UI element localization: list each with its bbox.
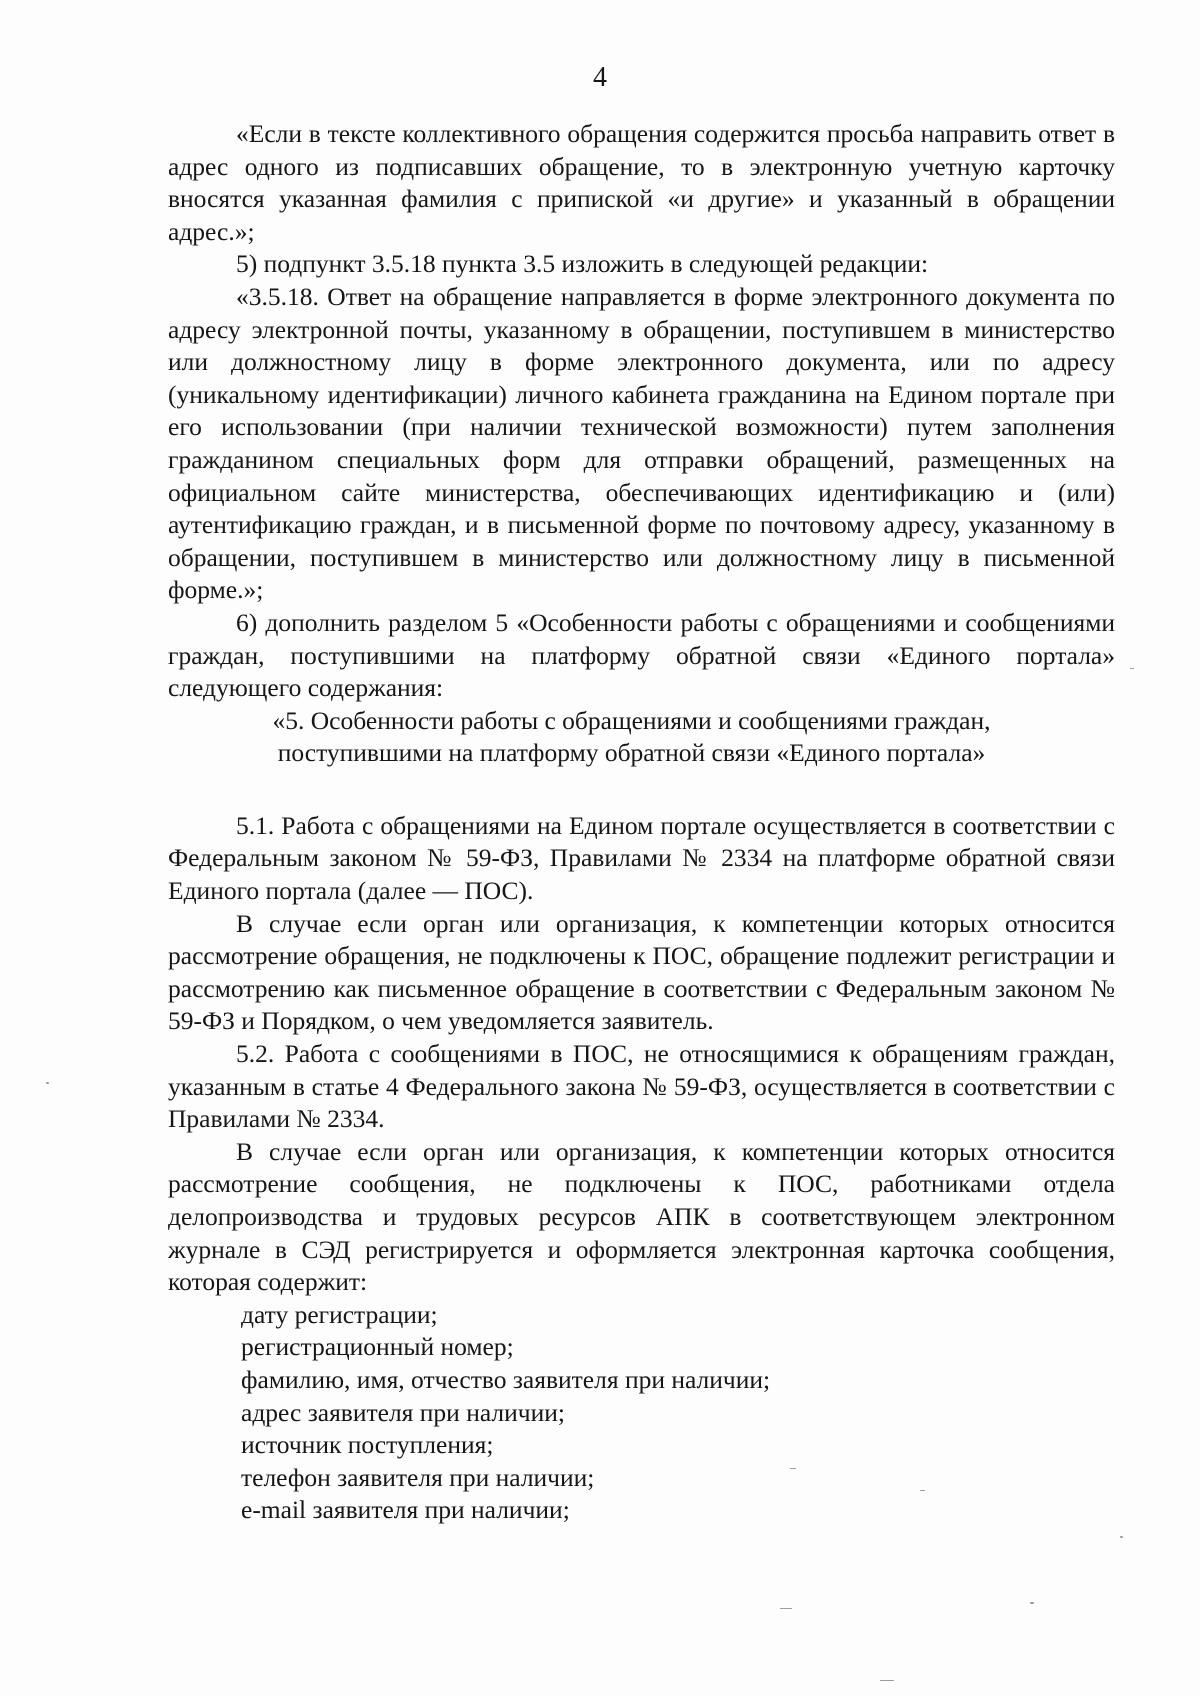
paragraph-not-connected-appeal: В случае если орган или организация, к компетенции которых относится рассмотрение обращения, не подключены к ПОС, обращение подлежит регистрации и рассмотрению как письменное обращение в соответствии с Федеральным законом № 59-ФЗ и Порядком, о чем уведомляется заявитель. <box>168 908 1115 1036</box>
document-body <box>168 118 1115 1527</box>
scan-speck <box>880 1680 894 1681</box>
paragraph-collective-appeal: «Если в тексте коллективного обращения содержится просьба направить ответ в адрес одного из подписавших обращение, то в электронную учетную карточку вносятся указанная фамилия с припиской «и другие» и указанный в обращении адрес.»; <box>168 119 1115 246</box>
paragraph-5-2: 5.2. Работа с сообщениями в ПОС, не относящимися к обращениям граждан, указанным в статье 4 Федерального закона № 59-ФЗ, осуществляется в соответствии с Правилами № 2334. <box>168 1039 1115 1134</box>
list-item: дату регистрации; <box>241 1299 438 1329</box>
scan-speck <box>920 1490 925 1491</box>
paragraph-subitem-5: 5) подпункт 3.5.18 пункта 3.5 изложить в следующей редакции: <box>236 249 929 279</box>
scan-speck <box>790 1468 796 1469</box>
paragraph-5-1: 5.1. Работа с обращениями на Едином портале осуществляется в соответствии с Федеральным законом № 59-ФЗ, Правилами № 2334 на платформе обратной связи Единого портала (далее — ПОС). <box>168 810 1115 906</box>
list-item: регистрационный номер; <box>241 1332 514 1362</box>
section-heading-line-1: «5. Особенности работы с обращениями и сообщениями граждан, <box>272 705 991 735</box>
scan-speck <box>1120 1536 1123 1538</box>
card-fields-list <box>168 1299 1115 1527</box>
scan-speck <box>1030 1602 1034 1604</box>
list-item: фамилию, имя, отчество заявителя при наличии; <box>241 1364 771 1394</box>
paragraph-subitem-6: 6) дополнить разделом 5 «Особенности работы с обращениями и сообщениями граждан, поступившими на платформу обратной связи «Единого портала» следующего содержания: <box>168 607 1115 703</box>
page-number: 4 <box>593 62 607 93</box>
section-heading-line-2: поступившими на платформу обратной связи «Единого портала» <box>277 738 986 768</box>
paragraph-not-connected-message: В случае если орган или организация, к компетенции которых относится рассмотрение сообщения, не подключены к ПОС, работниками отдела делопроизводства и трудовых ресурсов АПК в соответствующем электронном журнале в СЭД регистрируется и оформляется электронная карточка сообщения, которая содержит: <box>168 1136 1115 1297</box>
list-item: адрес заявителя при наличии; <box>241 1397 565 1427</box>
scan-speck <box>1130 668 1134 669</box>
list-item: телефон заявителя при наличии; <box>241 1462 595 1492</box>
list-item: источник поступления; <box>241 1430 494 1460</box>
spacer <box>168 770 1115 810</box>
scan-speck <box>780 1608 792 1609</box>
scan-speck <box>46 1082 49 1084</box>
paragraph-3-5-18: «3.5.18. Ответ на обращение направляется в форме электронного документа по адресу электронной почты, указанному в обращении, поступившем в министерство или должностному лицу в форме электронного документа, или по адресу (уникальному идентификации) личного кабинета гражданина на Едином портале при его использовании (при наличии технической возможности) путем заполнения гражданином специальных форм для отправки обращений, размещенных на официальном сайте министерства, обеспечивающих идентификацию и (или) аутентификацию граждан, и в письменной форме по почтовому адресу, указанному в обращении, поступившем в министерство или должностному лицу в письменной форме.»; <box>168 281 1115 605</box>
list-item: e-mail заявителя при наличии; <box>241 1495 570 1525</box>
